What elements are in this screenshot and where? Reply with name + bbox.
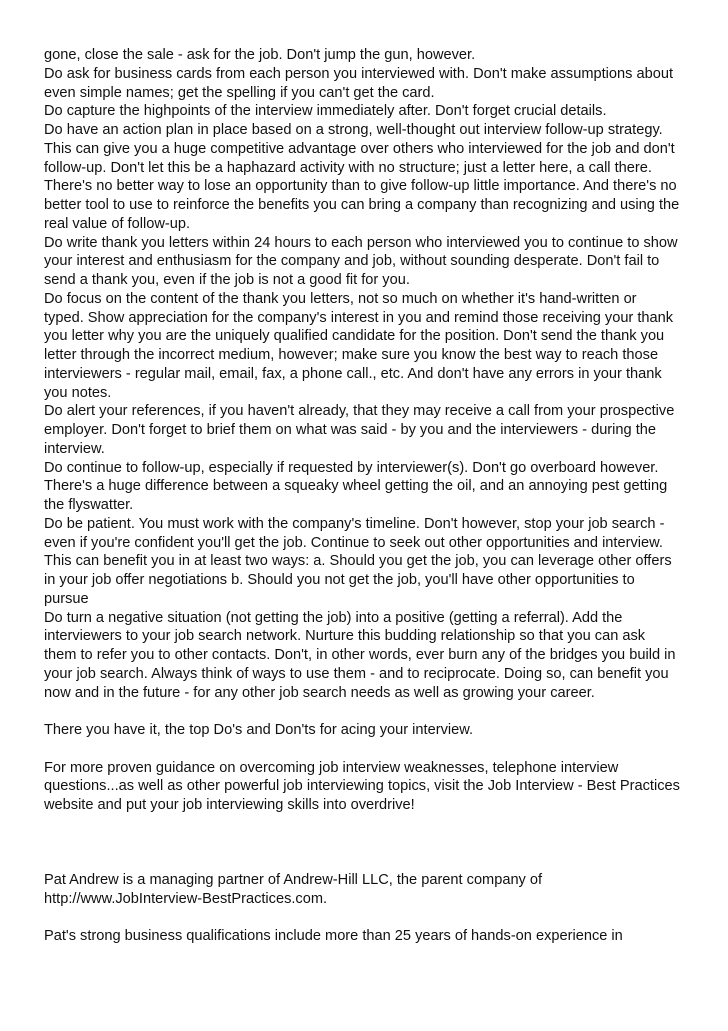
text-line: For more proven guidance on overcoming job interview weaknesses, telephone interview (44, 759, 619, 776)
text-line: This can benefit you in at least two ways: a. Should you get the job, you can leverage other offers (44, 553, 672, 570)
text-line: you letter why you are the uniquely qualified candidate for the position. Don't send the thank you (44, 328, 665, 345)
text-line: Do have an action plan in place based on a strong, well-thought out interview follow-up strategy. (44, 122, 663, 138)
text-line: http://www.JobInterview-BestPractices.com. (44, 890, 328, 907)
text-line: them to refer you to other contacts. Don't, in other words, ever burn any of the bridges you build in (44, 647, 676, 663)
text-line: your interest and enthusiasm for the company and job, without sounding desperate. Don't fail to (44, 253, 660, 270)
text-line: in your job offer negotiations b. Should you not get the job, you'll have other opportunities to (44, 572, 635, 588)
text-line: now and in the future - for any other job search needs as well as growing your career. (44, 684, 595, 701)
text-line: even simple names; get the spelling if you can't get the card. (44, 84, 435, 101)
blank-line (44, 740, 694, 759)
text-line: Do be patient. You must work with the company's timeline. Don't however, stop your job search - (44, 515, 665, 532)
text-line: Do alert your references, if you haven't already, that they may receive a call from your prospective (44, 403, 675, 420)
text-line: There's no better way to lose an opportunity than to give follow-up little importance. And there's no (44, 178, 677, 195)
text-line: the flyswatter. (44, 497, 134, 513)
text-line: real value of follow-up. (44, 215, 191, 232)
text-line: Do write thank you letters within 24 hours to each person who interviewed you to continue to show (44, 234, 678, 251)
text-line: employer. Don't forget to brief them on what was said - by you and the interviewers - during the (44, 422, 656, 438)
blank-line (44, 702, 694, 721)
text-line: follow-up. Don't let this be a haphazard activity with no structure; just a letter here, a call there. (44, 159, 652, 176)
text-line: This can give you a huge competitive advantage over others who interviewed for the job and don't (44, 140, 675, 157)
text-line: interviewers to your job search network. Nurture this budding relationship so that you can ask (44, 628, 646, 645)
text-line: interviewers - regular mail, email, fax, a phone call., etc. And don't have any errors in your thank (44, 365, 662, 382)
text-line: you notes. (44, 384, 112, 401)
blank-line (44, 834, 694, 853)
text-line: gone, close the sale - ask for the job. Don't jump the gun, however. (44, 47, 476, 63)
text-line: even if you're confident you'll get the job. Continue to seek out other opportunities and interview. (44, 534, 663, 551)
blank-line (44, 909, 694, 928)
blank-line (44, 815, 694, 834)
text-line: Pat Andrew is a managing partner of Andrew-Hill LLC, the parent company of (44, 872, 543, 888)
text-line: questions...as well as other powerful job interviewing topics, visit the Job Interview - Best Practices (44, 778, 680, 795)
text-line: Do focus on the content of the thank you letters, not so much on whether it's hand-written or (44, 290, 637, 307)
text-line: pursue (44, 590, 89, 607)
document-page (44, 46, 694, 946)
text-line: Pat's strong business qualifications include more than 25 years of hands-on experience in (44, 928, 623, 945)
text-line: better tool to use to reinforce the benefits you can bring a company than recognizing and using the (44, 197, 680, 213)
text-line: typed. Show appreciation for the company's interest in you and remind those receiving your thank (44, 309, 674, 326)
text-line: website and put your job interviewing skills into overdrive! (44, 797, 415, 813)
text-line: Do capture the highpoints of the interview immediately after. Don't forget crucial details. (44, 103, 607, 120)
text-line: There's a huge difference between a squeaky wheel getting the oil, and an annoying pest getting (44, 478, 668, 495)
text-line: send a thank you, even if the job is not a good fit for you. (44, 272, 410, 288)
text-line: Do continue to follow-up, especially if requested by interviewer(s). Don't go overboard however. (44, 459, 659, 476)
text-line: There you have it, the top Do's and Don'ts for acing your interview. (44, 722, 474, 738)
blank-line (44, 852, 694, 871)
text-line: Do turn a negative situation (not getting the job) into a positive (getting a referral). Add the (44, 609, 623, 626)
text-line: letter through the incorrect medium, however; make sure you know the best way to reach those (44, 347, 659, 363)
text-line: Do ask for business cards from each person you interviewed with. Don't make assumptions about (44, 65, 673, 82)
text-line: interview. (44, 440, 105, 457)
text-line: your job search. Always think of ways to use them - and to reciprocate. Doing so, can benefit you (44, 665, 669, 682)
